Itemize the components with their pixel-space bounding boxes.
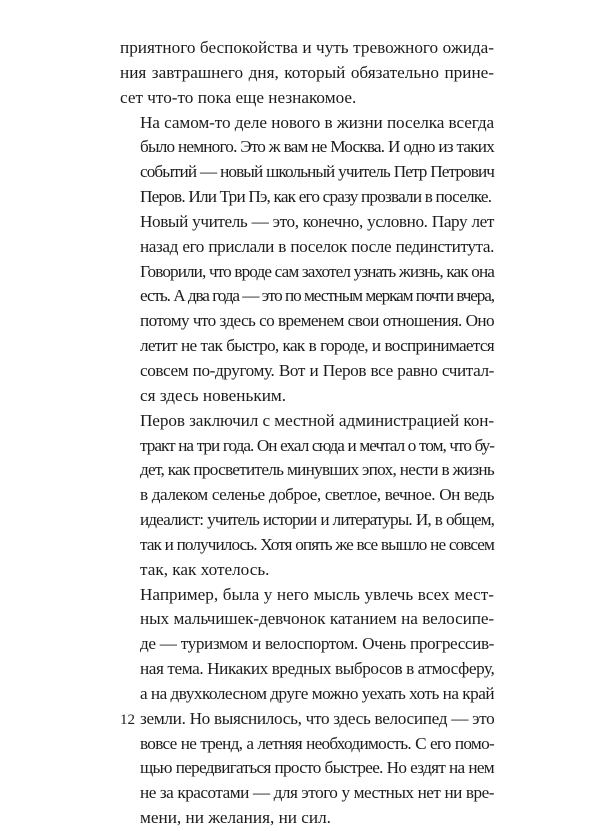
- text-line: сет что-то пока еще незнакомое.: [120, 87, 357, 107]
- text-line: Говорили, что вроде сам захотел узнать жизнь, как она: [140, 261, 494, 281]
- page-number: 12: [120, 712, 135, 728]
- text-line: Например, была у него мысль увлечь всех мест-: [140, 584, 494, 604]
- text-line: де — туризмом и велоспортом. Очень прогрессив-: [140, 634, 494, 654]
- text-line: ных мальчишек-девчонок катанием на велосипе-: [140, 609, 494, 629]
- paragraph-2: [120, 111, 494, 210]
- paragraph-1: [120, 36, 494, 111]
- text-line: так, как хотелось.: [140, 559, 270, 579]
- text-line: так и получилось. Хотя опять же все вышло не совсем: [140, 534, 494, 554]
- text-line: На самом-то деле нового в жизни поселка всегда: [140, 112, 494, 132]
- text-line: а на двухколесном друге можно уехать хоть на край: [140, 683, 495, 703]
- text-line: дет, как просветитель минувших эпох, нести в жизнь: [140, 460, 494, 480]
- text-line: есть. А два года — это по местным меркам почти вчера,: [140, 286, 494, 306]
- text-line: ная тема. Никаких вредных выбросов в атмосферу,: [140, 659, 495, 679]
- text-line: в далеком селенье доброе, светлое, вечное. Он ведь: [140, 485, 494, 505]
- text-line: потому что здесь со временем свои отношения. Оно: [140, 311, 494, 331]
- text-line: ся здесь новеньким.: [140, 385, 287, 405]
- text-line: было немного. Это ж вам не Москва. И одно из таких: [140, 137, 494, 157]
- text-line: вовсе не тренд, а летняя необходимость. С его помо-: [140, 733, 494, 753]
- text-line: ния завтрашнего дня, который обязательно прине-: [120, 62, 494, 82]
- text-line: назад его прислали в поселок после пединститута.: [140, 236, 494, 256]
- text-line: земли. Но выяснилось, что здесь велосипед — это: [140, 708, 495, 728]
- text-line: щью передвигаться просто быстрее. Но ездят на нем: [140, 758, 494, 778]
- text-line: тракт на три года. Он ехал сюда и мечтал о том, что бу-: [140, 435, 494, 455]
- text-line: идеалист: учитель истории и литературы. И, в общем,: [140, 510, 494, 530]
- text-line: не за красотами — для этого у местных нет ни вре-: [140, 783, 494, 803]
- text-line: мени, ни желания, ни сил.: [140, 808, 331, 828]
- body-text: [120, 36, 494, 831]
- text-line: совсем по-другому. Вот и Перов все равно считал-: [140, 360, 494, 380]
- text-line: Перов заключил с местной администрацией кон-: [140, 410, 494, 430]
- text-line: летит не так быстро, как в городе, и воспринимается: [140, 336, 494, 356]
- text-line: событий — новый школьный учитель Петр Петрович: [140, 162, 494, 182]
- text-line: Новый учитель — это, конечно, условно. Пару лет: [140, 211, 494, 231]
- text-line: Перов. Или Три Пэ, как его сразу прозвали в поселке.: [140, 187, 492, 207]
- paragraph-4: [120, 409, 494, 583]
- text-line: приятного беспокойства и чуть тревожного ожида-: [120, 38, 494, 57]
- paragraph-3: [120, 210, 494, 409]
- paragraph-5: [120, 583, 494, 831]
